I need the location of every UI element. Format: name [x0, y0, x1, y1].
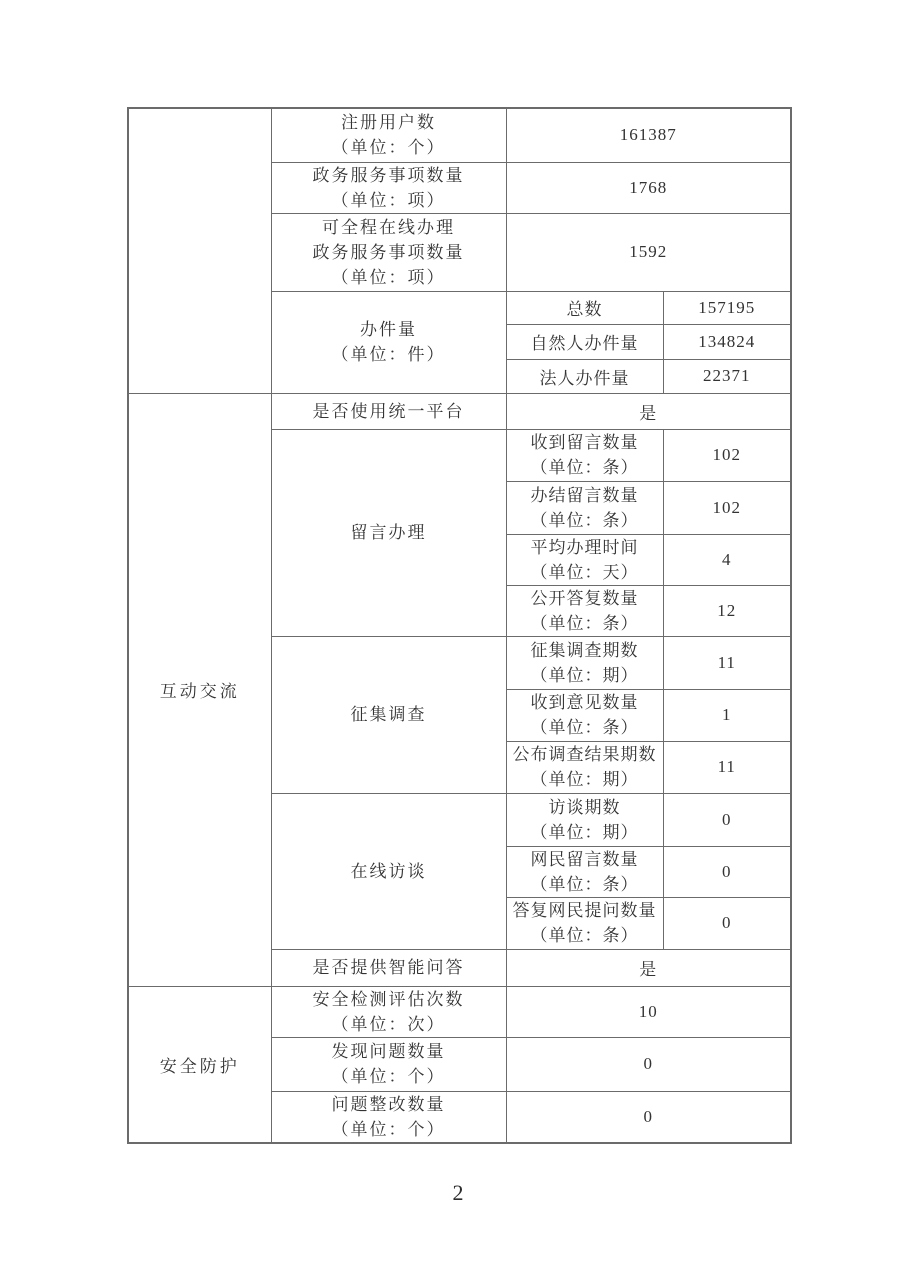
label-unit-line: （单位：项）	[331, 267, 446, 287]
report-table	[127, 107, 792, 1144]
label-line: 办件量	[360, 320, 417, 339]
label-unit-line: （单位：条）	[530, 874, 639, 894]
metric-value-cell: 0	[663, 846, 791, 897]
label-line: 发现问题数量	[331, 1042, 446, 1061]
label-line: 问题整改数量	[331, 1094, 446, 1114]
label-line: 征集调查	[350, 705, 427, 724]
table-row	[128, 108, 791, 162]
label-line: 征集调查期数	[530, 640, 639, 660]
label-unit-line: （单位：条）	[530, 510, 639, 530]
table-row	[128, 393, 791, 429]
metric-value-cell: 1768	[506, 162, 791, 213]
metric-label-cell	[271, 213, 506, 291]
metric-value-cell: 22371	[663, 359, 791, 393]
label-unit-line: （单位：次）	[331, 1014, 446, 1034]
metric-value-cell: 11	[663, 636, 791, 689]
metric-value-cell: 10	[506, 986, 791, 1037]
label-line: 留言办理	[350, 523, 427, 542]
label-unit-line: （单位：期）	[530, 770, 639, 789]
label-unit-line: （单位：项）	[331, 190, 446, 210]
metric-value-cell: 161387	[506, 108, 791, 162]
label-line: 是否提供智能问答	[312, 958, 465, 977]
label-line: 公开答复数量	[530, 588, 639, 608]
metric-value-cell: 0	[663, 897, 791, 949]
category-cell: 安全防护	[128, 986, 271, 1143]
label-unit-line: （单位：条）	[530, 613, 639, 633]
metric-value-cell: 是	[506, 393, 791, 429]
metric-label-cell	[271, 1037, 506, 1091]
metric-value-cell: 102	[663, 481, 791, 534]
label-line: 收到意见数量	[530, 693, 639, 712]
metric-value-cell: 0	[506, 1037, 791, 1091]
metric-value-cell: 4	[663, 534, 791, 585]
submetric-label-cell: 总数	[506, 291, 663, 324]
label-unit-line: （单位：个）	[331, 1119, 446, 1139]
submetric-label-cell	[506, 741, 663, 793]
label-line: 公布调查结果期数	[512, 745, 657, 764]
submetric-label-cell	[506, 585, 663, 636]
submetric-label-cell: 自然人办件量	[506, 324, 663, 359]
metric-value-cell: 1592	[506, 213, 791, 291]
metric-value-cell: 11	[663, 741, 791, 793]
category-cell	[128, 108, 271, 393]
submetric-label-cell: 法人办件量	[506, 359, 663, 393]
table-row	[128, 986, 791, 1037]
metric-value-cell: 157195	[663, 291, 791, 324]
submetric-label-cell	[506, 846, 663, 897]
label-line: 收到留言数量	[530, 433, 639, 452]
metric-label-cell	[271, 162, 506, 213]
label-line: 答复网民提问数量	[512, 901, 657, 920]
label-line: 网民留言数量	[530, 849, 639, 869]
metric-value-cell: 12	[663, 585, 791, 636]
submetric-label-cell	[506, 897, 663, 949]
metric-label-cell	[271, 793, 506, 949]
label-line: 政务服务事项数量	[312, 165, 465, 185]
metric-value-cell: 是	[506, 949, 791, 986]
submetric-label-cell	[506, 689, 663, 741]
label-line: 安全检测评估次数	[312, 989, 465, 1009]
metric-value-cell: 1	[663, 689, 791, 741]
label-unit-line: （单位：个）	[331, 138, 446, 158]
label-line: 平均办理时间	[530, 537, 639, 557]
label-line: 可全程在线办理	[322, 217, 455, 237]
label-unit-line: （单位：期）	[530, 822, 639, 842]
metric-label-cell	[271, 108, 506, 162]
label-line: 访谈期数	[548, 797, 621, 817]
metric-value-cell: 0	[663, 793, 791, 846]
label-line: 政务服务事项数量	[312, 242, 465, 262]
label-line: 办结留言数量	[530, 485, 639, 505]
category-cell: 互动交流	[128, 393, 271, 986]
label-unit-line: （单位：条）	[530, 458, 639, 477]
label-line: 是否使用统一平台	[312, 401, 465, 421]
label-unit-line: （单位：条）	[530, 718, 639, 737]
metric-value-cell: 134824	[663, 324, 791, 359]
metric-label-cell	[271, 429, 506, 636]
page-number: 2	[452, 1180, 464, 1205]
label-line: 注册用户数	[341, 113, 436, 133]
label-unit-line: （单位：个）	[331, 1067, 446, 1086]
label-unit-line: （单位：天）	[530, 562, 639, 582]
submetric-label-cell	[506, 429, 663, 481]
label-unit-line: （单位：件）	[331, 345, 446, 364]
metric-label-cell	[271, 986, 506, 1037]
submetric-label-cell	[506, 793, 663, 846]
label-unit-line: （单位：期）	[530, 665, 639, 685]
metric-label-cell	[271, 949, 506, 986]
label-line: 在线访谈	[350, 861, 427, 881]
metric-label-cell	[271, 1091, 506, 1143]
submetric-label-cell	[506, 481, 663, 534]
metric-label-cell	[271, 291, 506, 393]
metric-value-cell: 102	[663, 429, 791, 481]
metric-label-cell	[271, 636, 506, 793]
submetric-label-cell	[506, 636, 663, 689]
metric-label-cell	[271, 393, 506, 429]
submetric-label-cell	[506, 534, 663, 585]
label-unit-line: （单位：条）	[530, 926, 639, 945]
metric-value-cell: 0	[506, 1091, 791, 1143]
